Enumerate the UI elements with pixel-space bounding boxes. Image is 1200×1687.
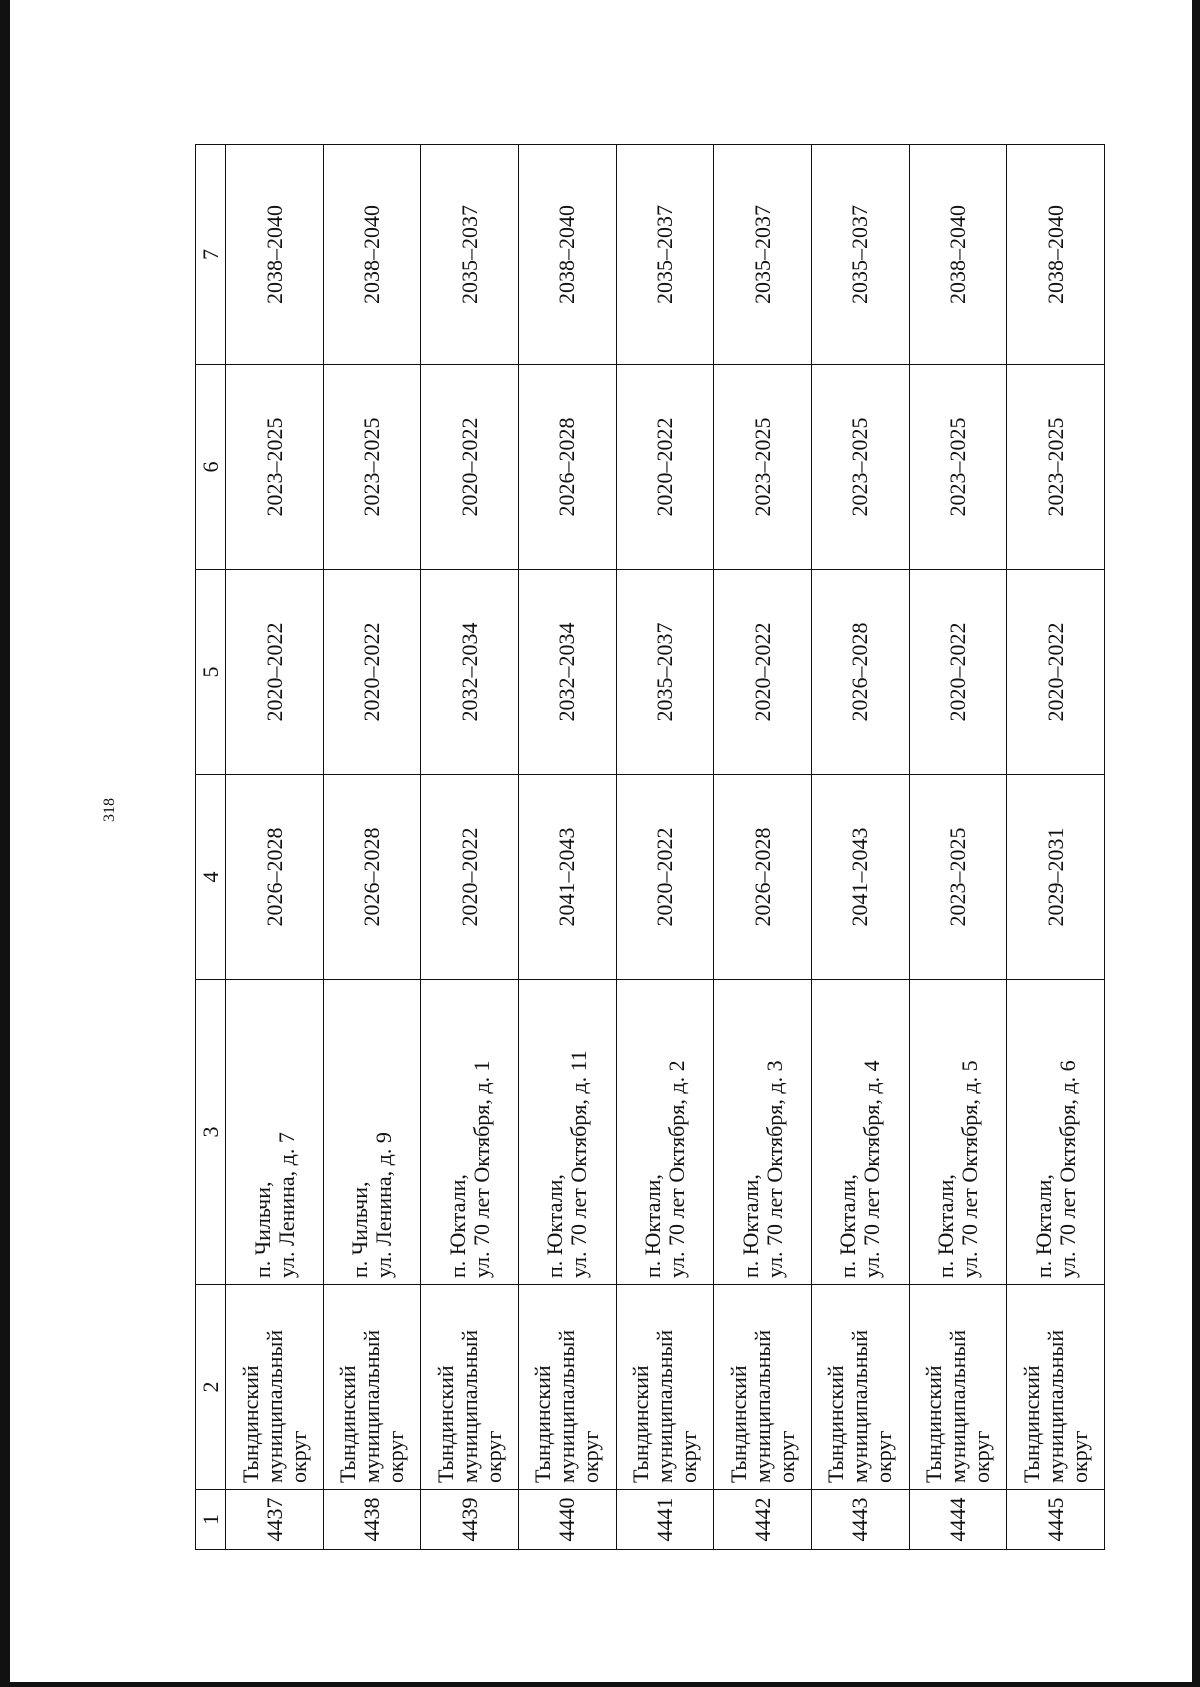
column-number: 5: [196, 570, 226, 775]
address-line-2: ул. 70 лет Октября, д. 2: [664, 1060, 690, 1278]
address-cell: [812, 980, 910, 1285]
address-cell: [1007, 980, 1105, 1285]
municipality-cell: Тындинский муниципальный округ: [909, 1285, 1007, 1490]
municipality-cell: Тындинский муниципальный округ: [421, 1285, 519, 1490]
address-line-1: п. Чильчи,: [249, 1181, 275, 1278]
period-col7: 2035–2037: [421, 145, 519, 365]
table-row: [616, 145, 714, 1550]
table-row: [1007, 145, 1105, 1550]
period-col5: 2032–2034: [519, 570, 617, 775]
period-col6: 2023–2025: [812, 365, 910, 570]
address-cell: [519, 980, 617, 1285]
period-col7: 2038–2040: [519, 145, 617, 365]
column-number: 3: [196, 980, 226, 1285]
municipality-cell: Тындинский муниципальный округ: [1007, 1285, 1105, 1490]
municipality-cell: Тындинский муниципальный округ: [714, 1285, 812, 1490]
table-row: [226, 145, 324, 1550]
address-line-2: ул. 70 лет Октября, д. 6: [1054, 1060, 1080, 1278]
address-line-1: п. Юктали,: [737, 1174, 763, 1278]
scan-edge-left: [0, 0, 10, 1687]
address-cell: [909, 980, 1007, 1285]
address-line-2: ул. 70 лет Октября, д. 5: [956, 1060, 982, 1278]
column-number: 4: [196, 775, 226, 980]
table-row: [323, 145, 421, 1550]
period-col4: 2041–2043: [519, 775, 617, 980]
data-table: [195, 144, 1105, 1550]
period-col7: 2035–2037: [616, 145, 714, 365]
address-line-2: ул. 70 лет Октября, д. 3: [761, 1060, 787, 1278]
row-number: 4438: [323, 1490, 421, 1550]
period-col6: 2020–2022: [421, 365, 519, 570]
address-line-2: ул. 70 лет Октября, д. 11: [566, 1050, 592, 1278]
period-col6: 2023–2025: [909, 365, 1007, 570]
column-number: 7: [196, 145, 226, 365]
address-line-1: п. Юктали,: [640, 1174, 666, 1278]
table-row: [519, 145, 617, 1550]
address-cell: [714, 980, 812, 1285]
row-number: 4443: [812, 1490, 910, 1550]
row-number: 4442: [714, 1490, 812, 1550]
period-col6: 2023–2025: [714, 365, 812, 570]
scan-edge-right: [1192, 0, 1200, 1687]
address-line-1: п. Юктали,: [1030, 1174, 1056, 1278]
period-col5: 2020–2022: [226, 570, 324, 775]
address-cell: [226, 980, 324, 1285]
address-cell: [616, 980, 714, 1285]
period-col4: 2026–2028: [714, 775, 812, 980]
address-line-2: ул. 70 лет Октября, д. 1: [468, 1060, 494, 1278]
table-row: [812, 145, 910, 1550]
period-col4: 2026–2028: [226, 775, 324, 980]
municipality-cell: Тындинский муниципальный округ: [323, 1285, 421, 1490]
column-number: 1: [196, 1490, 226, 1550]
period-col4: 2041–2043: [812, 775, 910, 980]
municipality-cell: Тындинский муниципальный округ: [616, 1285, 714, 1490]
column-number: 6: [196, 365, 226, 570]
period-col5: 2026–2028: [812, 570, 910, 775]
period-col7: 2038–2040: [323, 145, 421, 365]
address-line-2: ул. Ленина, д. 9: [371, 1132, 397, 1278]
page-number: 318: [101, 798, 118, 822]
period-col5: 2020–2022: [714, 570, 812, 775]
scan-edge-bottom: [0, 1682, 1200, 1687]
period-col4: 2023–2025: [909, 775, 1007, 980]
row-number: 4439: [421, 1490, 519, 1550]
table-row: [421, 145, 519, 1550]
period-col6: 2023–2025: [226, 365, 324, 570]
period-col7: 2038–2040: [1007, 145, 1105, 365]
row-number: 4445: [1007, 1490, 1105, 1550]
address-line-2: ул. 70 лет Октября, д. 4: [859, 1060, 885, 1278]
municipality-cell: Тындинский муниципальный округ: [226, 1285, 324, 1490]
period-col6: 2023–2025: [1007, 365, 1105, 570]
municipality-cell: Тындинский муниципальный округ: [519, 1285, 617, 1490]
column-number: 2: [196, 1285, 226, 1490]
row-number: 4440: [519, 1490, 617, 1550]
row-number: 4437: [226, 1490, 324, 1550]
period-col5: 2020–2022: [909, 570, 1007, 775]
rotated-table-container: [195, 145, 1105, 1550]
table-row: [714, 145, 812, 1550]
address-line-1: п. Юктали,: [932, 1174, 958, 1278]
period-col6: 2026–2028: [519, 365, 617, 570]
period-col7: 2038–2040: [226, 145, 324, 365]
period-col4: 2020–2022: [616, 775, 714, 980]
address-cell: [421, 980, 519, 1285]
period-col4: 2020–2022: [421, 775, 519, 980]
table-row: [909, 145, 1007, 1550]
address-cell: [323, 980, 421, 1285]
period-col5: 2035–2037: [616, 570, 714, 775]
period-col4: 2026–2028: [323, 775, 421, 980]
period-col5: 2020–2022: [1007, 570, 1105, 775]
period-col7: 2035–2037: [812, 145, 910, 365]
period-col5: 2032–2034: [421, 570, 519, 775]
address-line-1: п. Юктали,: [835, 1174, 861, 1278]
row-number: 4444: [909, 1490, 1007, 1550]
address-line-1: п. Чильчи,: [347, 1181, 373, 1278]
municipality-cell: Тындинский муниципальный округ: [812, 1285, 910, 1490]
period-col7: 2038–2040: [909, 145, 1007, 365]
period-col6: 2020–2022: [616, 365, 714, 570]
address-line-1: п. Юктали,: [444, 1174, 470, 1278]
address-line-1: п. Юктали,: [542, 1174, 568, 1278]
address-line-2: ул. Ленина, д. 7: [273, 1132, 299, 1278]
row-number: 4441: [616, 1490, 714, 1550]
period-col6: 2023–2025: [323, 365, 421, 570]
period-col7: 2035–2037: [714, 145, 812, 365]
period-col5: 2020–2022: [323, 570, 421, 775]
column-number-row: [196, 145, 226, 1550]
period-col4: 2029–2031: [1007, 775, 1105, 980]
